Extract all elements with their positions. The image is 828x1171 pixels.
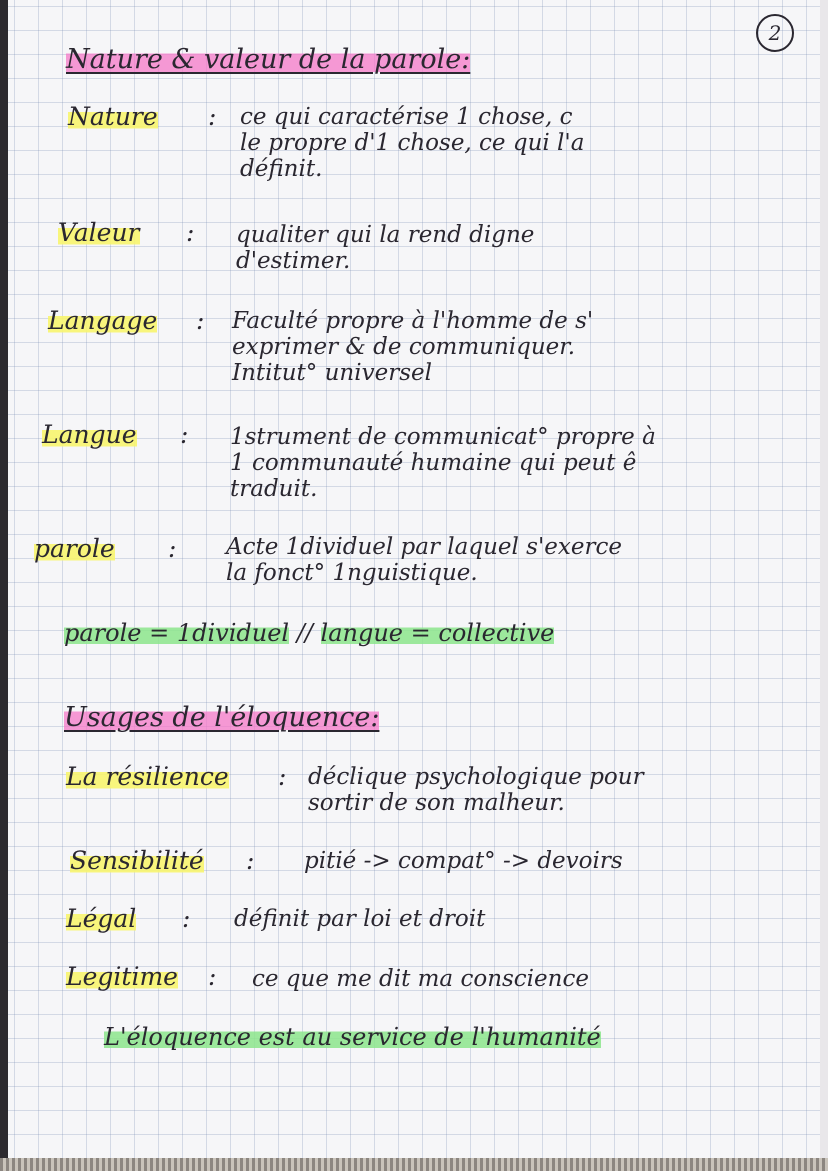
colon: : [186, 218, 195, 247]
definition-legal: définit par loi et droit [234, 906, 486, 932]
term-label: Legitime [66, 962, 178, 991]
definition-nature: ce qui caractérise 1 chose, c le propre d'1 chose, ce qui l'a définit. [240, 104, 585, 182]
section-title-nature-valeur [66, 44, 470, 76]
notebook-page [8, 0, 820, 1158]
page-number: 2 [756, 14, 794, 52]
colon: : [208, 962, 217, 991]
term-label: Langue [42, 420, 137, 449]
term-label: Langage [48, 306, 158, 335]
colon: : [168, 534, 177, 563]
section-title-text: Usages de l'éloquence: [64, 702, 380, 733]
definition-langage: Faculté propre à l'homme de s' exprimer & de communiquer. Intitut° universel [232, 308, 594, 386]
term-label: Valeur [58, 218, 140, 247]
definition-sensibilite: pitié -> compat° -> devoirs [304, 848, 623, 874]
term-legitime [66, 962, 178, 992]
conclusion-line [104, 1022, 601, 1052]
colon: : [208, 102, 217, 131]
section-title-text: Nature & valeur de la parole: [66, 44, 471, 75]
term-langage [48, 306, 157, 336]
summary-right: langue = collective [320, 619, 555, 647]
colon: : [180, 420, 189, 449]
term-legal [66, 904, 136, 934]
term-sensibilite [70, 846, 204, 876]
section-title-usages-eloquence [64, 702, 379, 734]
definition-resilience: déclique psychologique pour sortir de son malheur. [308, 764, 644, 816]
term-nature [68, 102, 158, 132]
summary-separator: // [296, 619, 313, 647]
summary-left: parole = 1dividuel [64, 619, 290, 647]
term-label: Légal [66, 904, 137, 933]
term-parole [34, 534, 115, 564]
term-label: La résilience [66, 762, 229, 791]
colon: : [182, 904, 191, 933]
colon: : [246, 846, 255, 875]
summary-parole-langue [64, 618, 554, 648]
term-label: Sensibilité [70, 846, 204, 875]
term-valeur [58, 218, 140, 248]
term-resilience [66, 762, 229, 792]
definition-langue: 1strument de communicat° propre à 1 communauté humaine qui peut ê traduit. [230, 424, 656, 502]
term-label: Nature [68, 102, 158, 131]
colon: : [278, 762, 287, 791]
desk-surface [0, 1158, 828, 1171]
definition-valeur: qualiter qui la rend digne d'estimer. [236, 222, 535, 274]
term-label: parole [34, 534, 115, 563]
colon: : [196, 306, 205, 335]
term-langue [42, 420, 137, 450]
conclusion-text: L'éloquence est au service de l'humanité [104, 1023, 601, 1051]
definition-parole: Acte 1dividuel par laquel s'exerce la fonct° 1nguistique. [226, 534, 622, 586]
definition-legitime: ce que me dit ma conscience [252, 966, 589, 992]
notebook-binding-edge [0, 0, 8, 1171]
